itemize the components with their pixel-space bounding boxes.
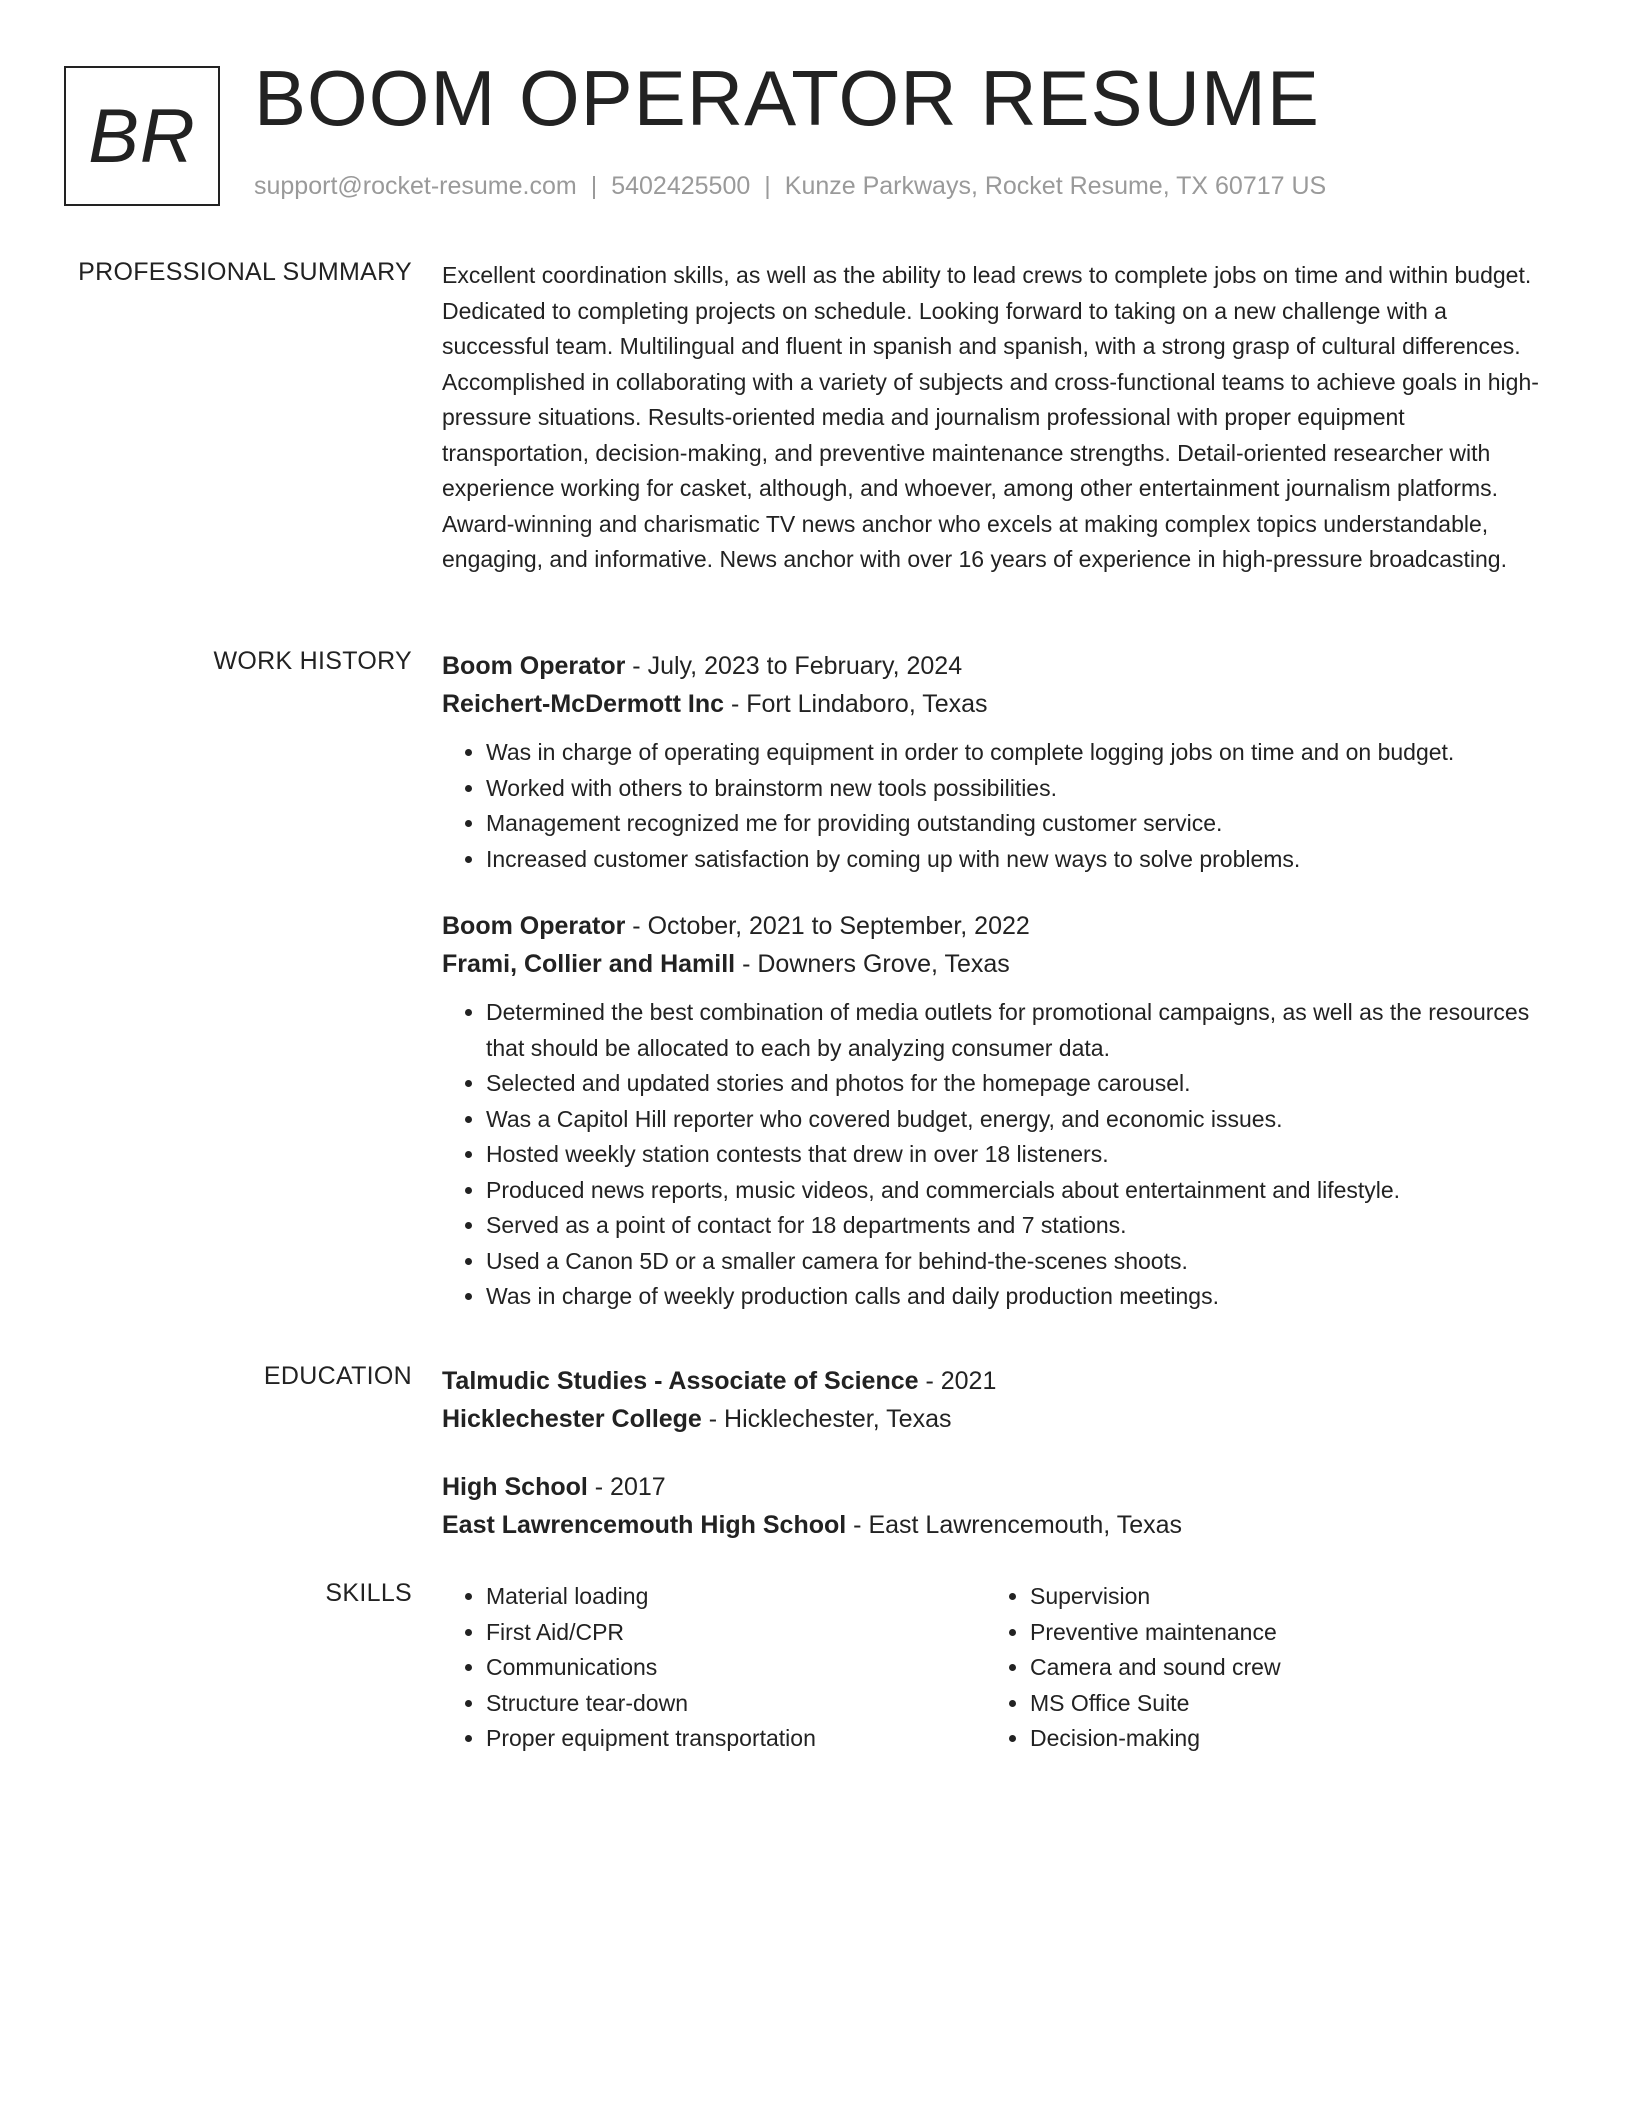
section-label-work-history: WORK HISTORY	[213, 647, 412, 675]
job-title-line	[442, 907, 1552, 945]
contact-line	[254, 172, 1326, 201]
section-label-education: EDUCATION	[263, 1362, 412, 1390]
job-bullet: • Was in charge of weekly production calls and daily production meetings.	[486, 1279, 1552, 1315]
monogram-initials: BR	[88, 93, 196, 179]
job-bullets	[442, 995, 1552, 1315]
job-title: Boom Operator	[442, 912, 626, 940]
education-degree: High School	[442, 1473, 588, 1501]
job-bullet: • Hosted weekly station contests that drew in over 18 listeners.	[486, 1137, 1552, 1173]
skill-item: • Proper equipment transportation	[486, 1721, 986, 1757]
skill-item: • Structure tear-down	[486, 1686, 986, 1722]
job-entry	[442, 647, 1552, 877]
education-year: - 2021	[918, 1367, 997, 1395]
job-bullet: • Increased customer satisfaction by coming up with new ways to solve problems.	[486, 842, 1552, 878]
job-bullet: • Worked with others to brainstorm new tools possibilities.	[486, 771, 1552, 807]
skill-item: • Decision-making	[1030, 1721, 1486, 1757]
education-degree: Talmudic Studies - Associate of Science	[442, 1367, 919, 1395]
section-label-summary: PROFESSIONAL SUMMARY	[78, 258, 412, 286]
job-bullet: • Served as a point of contact for 18 departments and 7 stations.	[486, 1208, 1552, 1244]
job-location: - Fort Lindaboro, Texas	[724, 690, 988, 718]
skills-columns	[442, 1579, 1552, 1757]
job-bullet: • Was in charge of operating equipment in order to complete logging jobs on time and on budget.	[486, 735, 1552, 771]
skill-item: • Camera and sound crew	[1030, 1650, 1486, 1686]
job-company-line	[442, 945, 1552, 983]
job-title: Boom Operator	[442, 652, 626, 680]
job-bullet: • Used a Canon 5D or a smaller camera for behind-the-scenes shoots.	[486, 1244, 1552, 1280]
job-company: Reichert-McDermott Inc	[442, 690, 724, 718]
job-bullet: • Selected and updated stories and photos for the homepage carousel.	[486, 1066, 1552, 1102]
contact-email[interactable]: support@rocket-resume.com	[254, 172, 577, 200]
job-bullet: • Determined the best combination of media outlets for promotional campaigns, as well as the resources that should be allocated to each by analyzing consumer data.	[486, 995, 1552, 1066]
job-bullet: • Produced news reports, music videos, and commercials about entertainment and lifestyle.	[486, 1173, 1552, 1209]
job-bullet: • Was a Capitol Hill reporter who covered budget, energy, and economic issues.	[486, 1102, 1552, 1138]
job-company-line	[442, 685, 1552, 723]
education-entry	[442, 1362, 1552, 1438]
education-school-line	[442, 1506, 1552, 1544]
education-location: - Hicklechester, Texas	[701, 1405, 952, 1433]
monogram-box	[64, 66, 220, 206]
skills-list-left	[442, 1579, 986, 1757]
resume-title: BOOM OPERATOR RESUME	[254, 54, 1320, 142]
contact-separator: |	[764, 172, 771, 200]
skill-item: • Material loading	[486, 1579, 986, 1615]
contact-address: Kunze Parkways, Rocket Resume, TX 60717 US	[784, 172, 1327, 200]
education-school: Hicklechester College	[442, 1405, 702, 1433]
skill-item: • Communications	[486, 1650, 986, 1686]
education-year: - 2017	[587, 1473, 666, 1501]
contact-phone[interactable]: 5402425500	[611, 172, 751, 200]
education-school: East Lawrencemouth High School	[442, 1511, 847, 1539]
skill-item: • Preventive maintenance	[1030, 1615, 1486, 1651]
summary-text: Excellent coordination skills, as well as the ability to lead crews to complete jobs on time and within budget. Dedicated to completing projects on schedule. Looking forward to taking on a new challenge with a successful team. Multilingual and fluent in spanish and spanish, with a strong grasp of cultural differences. Accomplished in collaborating with a variety of subjects and cross-functional teams to achieve goals in high-pressure situations. Results-oriented media and journalism professional with proper equipment transportation, decision-making, and preventive maintenance strengths. Detail-oriented researcher with experience working for casket, although, and whoever, among other entertainment journalism platforms. Award-winning and charismatic TV news anchor who excels at making complex topics understandable, engaging, and informative. News anchor with over 16 years of experience in high-pressure broadcasting.	[442, 262, 1539, 572]
education-school-line	[442, 1400, 1552, 1438]
education-entry	[442, 1468, 1552, 1544]
education-degree-line	[442, 1362, 1552, 1400]
job-bullets	[442, 735, 1552, 877]
job-company: Frami, Collier and Hamill	[442, 950, 736, 978]
job-location: - Downers Grove, Texas	[735, 950, 1010, 978]
education-degree-line	[442, 1468, 1552, 1506]
education-location: - East Lawrencemouth, Texas	[846, 1511, 1183, 1539]
skill-item: • First Aid/CPR	[486, 1615, 986, 1651]
contact-separator: |	[590, 172, 598, 200]
job-dates: - October, 2021 to September, 2022	[625, 912, 1030, 940]
section-label-skills: SKILLS	[325, 1579, 412, 1607]
job-entry	[442, 907, 1552, 1315]
job-dates: - July, 2023 to February, 2024	[625, 652, 963, 680]
job-bullet: • Management recognized me for providing outstanding customer service.	[486, 806, 1552, 842]
skill-item: • Supervision	[1030, 1579, 1486, 1615]
skills-list-right	[986, 1579, 1486, 1757]
skill-item: • MS Office Suite	[1030, 1686, 1486, 1722]
job-title-line	[442, 647, 1552, 685]
